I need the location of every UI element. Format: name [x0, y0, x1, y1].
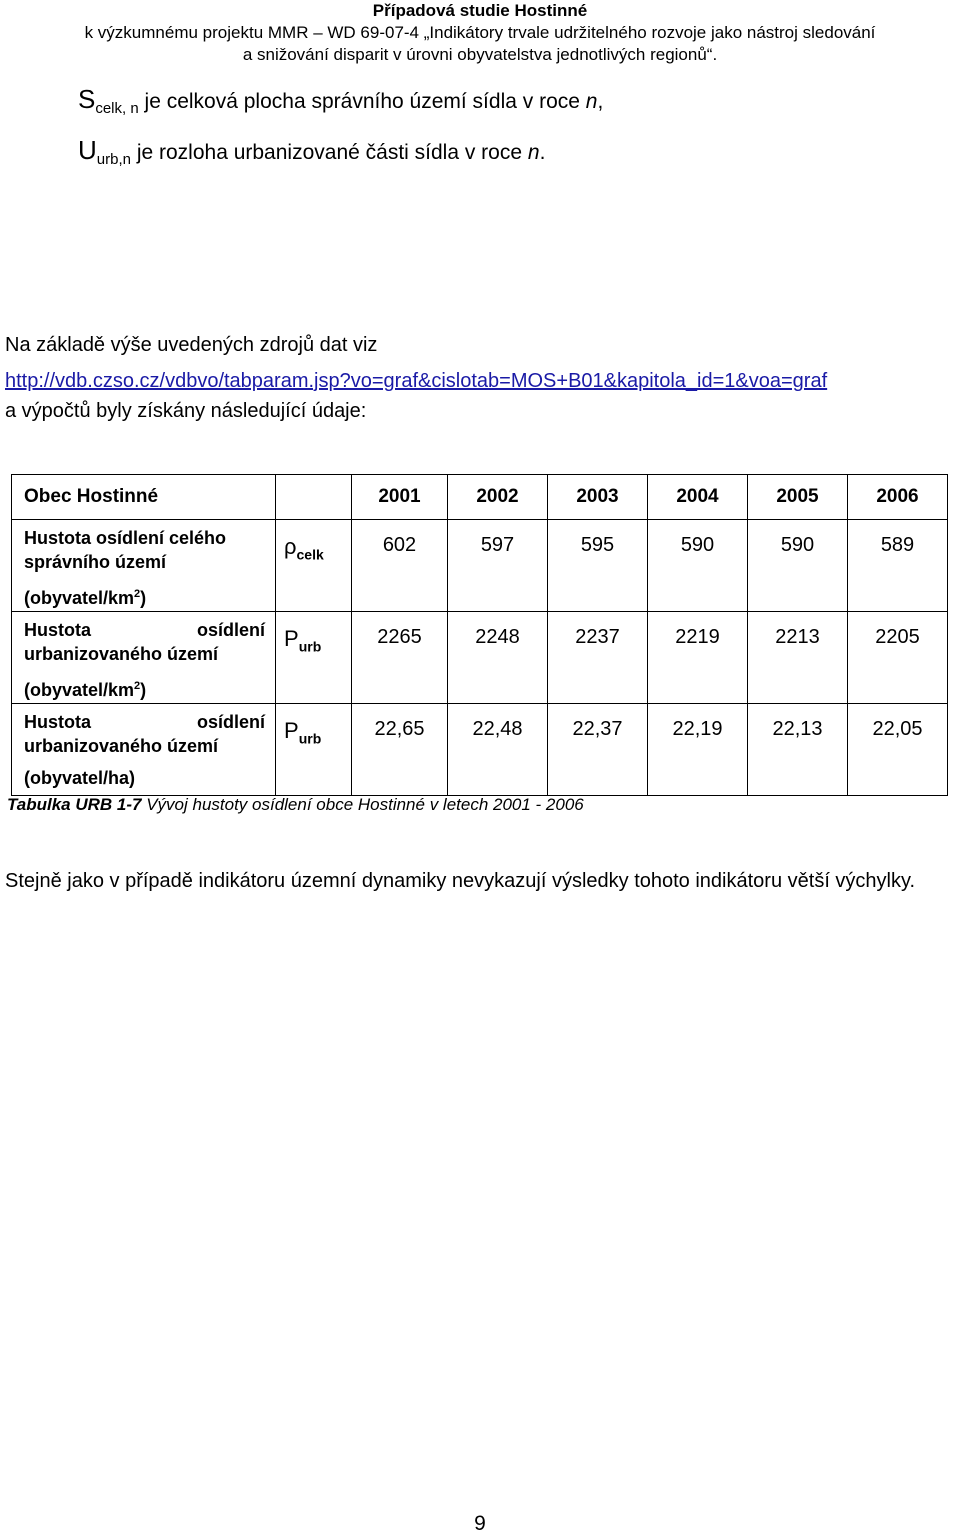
row-label-line2: urbanizovaného území [24, 644, 219, 664]
unit-end: ) [140, 680, 147, 700]
table-cell: 2219 [648, 612, 748, 704]
source-link[interactable]: http://vdb.czso.cz/vdbvo/tabparam.jsp?vo=graf&cislotab=MOS+B01&kapitola_id=1&voa=graf [5, 370, 828, 392]
table-year: 2006 [848, 475, 948, 520]
table-cell: 2205 [848, 612, 948, 704]
table-year: 2005 [748, 475, 848, 520]
caption-label: Tabulka URB 1-7 [7, 795, 142, 814]
symbol-subscript: celk [296, 546, 324, 563]
definition-variable: n [585, 90, 598, 113]
label-word: Hustota [24, 620, 91, 640]
table-row [12, 612, 948, 704]
table-cell: 2265 [352, 612, 448, 704]
row-label-unit [24, 674, 275, 702]
header-subtitle-line2: a snižování disparit v úrovni obyvatelstva jednotlivých regionů“. [242, 45, 718, 64]
table-row [12, 520, 948, 612]
definition-text: je rozloha urbanizované části sídla v roce [130, 141, 528, 164]
source-link-line [5, 370, 827, 393]
table-cell: 589 [848, 520, 948, 612]
header-subtitle-line1: k výzkumnému projektu MMR – WD 69-07-4 „Indikátory trvale udržitelného rozvoje jako nástroj sledování [84, 23, 876, 42]
table-cell: 2237 [548, 612, 648, 704]
table-cell: 595 [548, 520, 648, 612]
table-cell: 22,48 [448, 704, 548, 796]
page-header [0, 0, 960, 66]
table-year: 2004 [648, 475, 748, 520]
table-header-row [12, 475, 948, 520]
symbol-subscript: urb [298, 638, 322, 655]
table-cell: 22,37 [548, 704, 648, 796]
unit-text: (obyvatel/km [24, 588, 135, 608]
row-label-unit: (obyvatel/ha) [24, 768, 136, 788]
unit-end: ) [140, 588, 147, 608]
unit-text: (obyvatel/km [24, 680, 135, 700]
table-caption [7, 795, 584, 815]
definition-text-end: , [597, 90, 604, 113]
row-label-line2: správního území [24, 552, 167, 572]
row-label-line1 [24, 618, 275, 642]
row-label-line2: urbanizovaného území [24, 736, 219, 756]
label-word: osídlení [196, 620, 265, 640]
row-label [12, 520, 276, 612]
table-year: 2003 [548, 475, 648, 520]
unit-superscript: 2 [134, 588, 141, 600]
definition-text: je celková plocha správního území sídla v roce [138, 90, 586, 113]
table-corner: Obec Hostinné [12, 475, 276, 520]
table-year: 2001 [352, 475, 448, 520]
table-cell: 602 [352, 520, 448, 612]
table-year: 2002 [448, 475, 548, 520]
definition-subscript: urb,n [96, 151, 131, 169]
table-header-empty [276, 475, 352, 520]
table-cell: 22,65 [352, 704, 448, 796]
definition-symbol: S [78, 84, 96, 114]
unit-superscript: 2 [134, 680, 141, 692]
row-label [12, 704, 276, 796]
label-word: osídlení [196, 712, 265, 732]
row-symbol [276, 612, 352, 704]
row-label-line1: Hustota osídlení celého [24, 528, 227, 548]
definition-text-end: . [539, 141, 546, 164]
caption-text: Vývoj hustoty osídlení obce Hostinné v letech 2001 - 2006 [141, 795, 584, 814]
table-cell: 597 [448, 520, 548, 612]
table-cell: 2248 [448, 612, 548, 704]
symbol-letter: P [284, 718, 299, 743]
row-label [12, 612, 276, 704]
row-symbol [276, 704, 352, 796]
table-cell: 2213 [748, 612, 848, 704]
source-intro: Na základě výše uvedených zdrojů dat viz [5, 334, 378, 356]
definition-u-urb [78, 135, 545, 168]
table-cell: 590 [748, 520, 848, 612]
label-word: Hustota [24, 712, 91, 732]
header-title: Případová studie Hostinné [372, 1, 588, 20]
source-after: a výpočtů byly získány následující údaje: [5, 400, 367, 422]
symbol-subscript: urb [298, 730, 322, 747]
definition-symbol: U [78, 135, 97, 165]
symbol-letter: ρ [284, 534, 297, 559]
definition-variable: n [527, 141, 540, 164]
table-cell: 590 [648, 520, 748, 612]
row-label-line1 [24, 710, 275, 734]
table-cell: 22,13 [748, 704, 848, 796]
density-table [11, 474, 948, 796]
definition-subscript: celk, n [95, 100, 139, 118]
conclusion-paragraph: Stejně jako v případě indikátoru územní dynamiky nevykazují výsledky tohoto indikátoru větší výchylky. [5, 870, 916, 892]
table-cell: 22,05 [848, 704, 948, 796]
row-label-unit [24, 582, 275, 610]
row-symbol [276, 520, 352, 612]
symbol-letter: P [284, 626, 299, 651]
table-cell: 22,19 [648, 704, 748, 796]
definition-s-celk [78, 84, 603, 117]
table-row [12, 704, 948, 796]
page-number: 9 [474, 1512, 486, 1535]
